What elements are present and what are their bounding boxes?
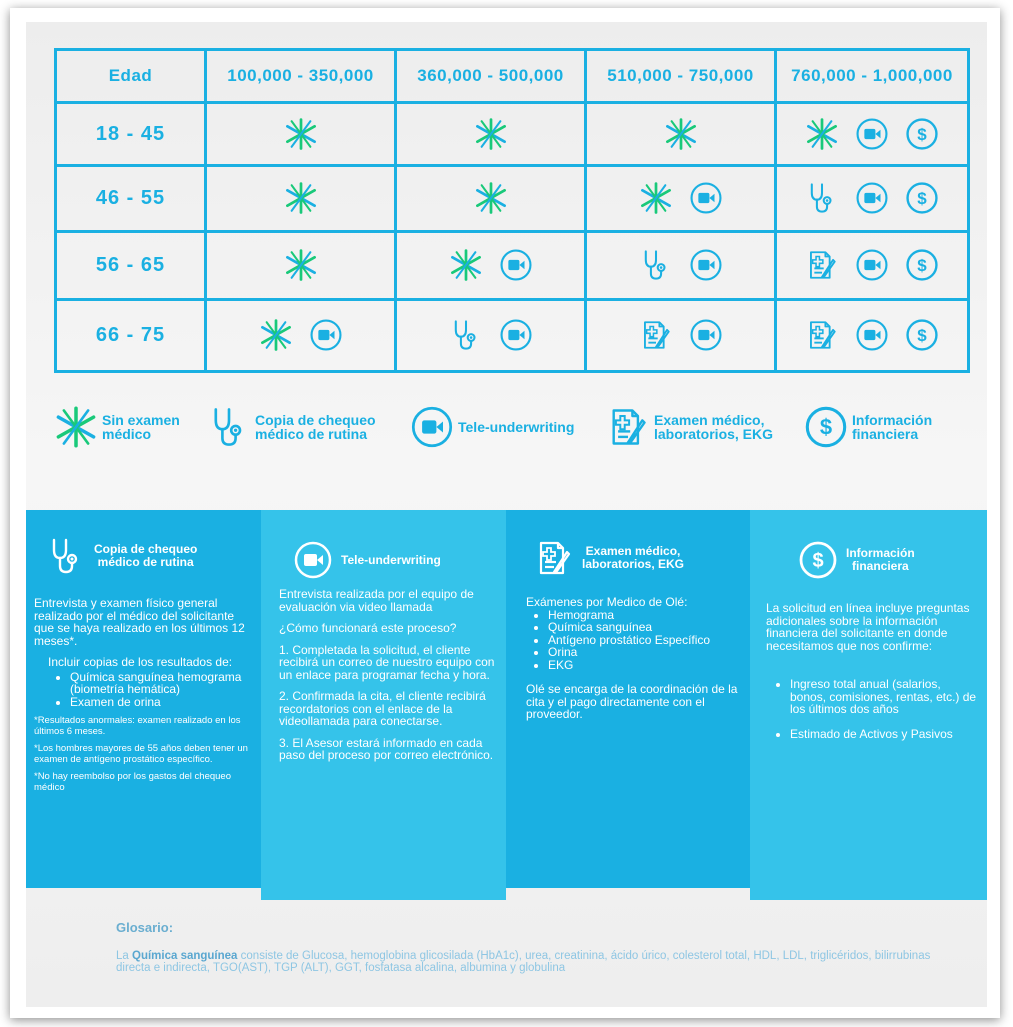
table-header-row	[56, 50, 969, 103]
star-icon	[639, 181, 673, 215]
svg-text:$: $	[812, 550, 824, 572]
list-item: • EKG	[548, 659, 741, 672]
stethoscope-icon	[639, 248, 673, 282]
icon-cell	[586, 232, 776, 299]
header-range-2: 360,000 - 500,000	[396, 50, 586, 103]
header-range-3: 510,000 - 750,000	[586, 50, 776, 103]
panel-body	[279, 588, 497, 771]
medical-doc-icon	[805, 248, 839, 282]
panel-title: Copia de chequeo médico de rutina	[94, 542, 198, 569]
panel-header	[46, 536, 197, 576]
panel-text: Exámenes por Medico de Olé:	[526, 595, 688, 609]
glossary-term: Química sanguínea	[132, 950, 238, 962]
header-range-1: 100,000 - 350,000	[206, 50, 396, 103]
panel-note: *Resultados anormales: examen realizado en los últimos 6 meses.	[34, 715, 241, 737]
panel-text: 2. Confirmada la cita, el cliente recibirá recordatorios con el enlace de la videollamada para conectarse.	[279, 689, 486, 728]
panel-text: Entrevista y examen físico general realizado por el médico del solicitante que se haya realizado en los últimos 12 meses*.	[34, 596, 245, 648]
table-row	[56, 103, 969, 165]
panel-text: 1. Completada la solicitud, el cliente recibirá un correo de nuestro equipo con un enlace para programar fecha y hora.	[279, 642, 495, 682]
dollar-icon	[905, 181, 939, 215]
list-item: • Examen de orina	[70, 696, 256, 709]
list-item: • Hemograma	[548, 609, 741, 622]
header-range-4: 760,000 - 1,000,000	[776, 50, 969, 103]
icon-cell	[776, 165, 969, 231]
panel-text: Incluir copias de los resultados de:	[48, 655, 233, 669]
video-icon	[689, 248, 723, 282]
legend-label: Información financiera	[852, 412, 933, 442]
panel-checkup	[26, 510, 261, 888]
dollar-icon	[804, 405, 848, 449]
icon-cell	[776, 232, 969, 299]
dollar-icon	[905, 248, 939, 282]
medical-doc-icon	[534, 538, 574, 578]
icon-cell	[206, 165, 396, 231]
panel-body	[766, 602, 978, 748]
age-cell: 56 - 65	[56, 232, 206, 299]
star-icon	[805, 117, 839, 151]
star-icon	[474, 117, 508, 151]
star-icon	[259, 318, 293, 352]
icon-cell	[396, 232, 586, 299]
stethoscope-icon	[805, 181, 839, 215]
age-cell: 18 - 45	[56, 103, 206, 165]
legend-label: Copia de chequeo médico de rutina	[255, 412, 376, 442]
icon-cell	[776, 299, 969, 371]
icon-cell	[206, 103, 396, 165]
panel-financial	[750, 510, 987, 900]
video-icon	[499, 248, 533, 282]
dollar-icon	[798, 540, 838, 580]
icon-cell	[586, 165, 776, 231]
star-icon	[54, 405, 98, 449]
glossary-prefix: La	[116, 950, 129, 962]
stethoscope-icon	[207, 405, 251, 449]
age-cell: 46 - 55	[56, 165, 206, 231]
legend	[54, 405, 959, 461]
video-icon	[499, 318, 533, 352]
glossary-definition: consiste de Glucosa, hemoglobina glicosilada (HbA1c), urea, creatinina, ácido úrico, colesterol total, HDL, LDL, triglicéridos, bilirrubinas directa e indirecta, TGO(AST), TGP (ALT), GGT, fosfatasa alcalina, albumina y globulina	[116, 950, 931, 974]
star-icon	[284, 117, 318, 151]
panel-body	[34, 597, 256, 800]
icon-cell	[586, 103, 776, 165]
panel-text: La solicitud en línea incluye preguntas adicionales sobre la información financiera del solicitante en donde necesitamos que nos confirme:	[766, 601, 970, 653]
requirements-table	[54, 48, 970, 373]
panel-text: Entrevista realizada por el equipo de evaluación via video llamada	[279, 587, 474, 614]
svg-text:$: $	[917, 124, 927, 144]
list-item: • Química sanguínea	[548, 621, 741, 634]
svg-text:$: $	[917, 326, 927, 346]
video-icon	[293, 540, 333, 580]
video-icon	[855, 181, 889, 215]
panel-text: ¿Cómo funcionará este proceso?	[279, 621, 457, 635]
legend-item-no-exam	[54, 405, 180, 449]
panel-text: Olé se encarga de la coordinación de la cita y el pago directamente con el proveedor.	[526, 682, 738, 721]
panel-title: Información financiera	[846, 546, 915, 573]
legend-label: Tele-underwriting	[458, 419, 575, 435]
legend-item-tele	[410, 405, 574, 449]
icon-cell	[396, 103, 586, 165]
table-row	[56, 299, 969, 371]
icon-cell	[206, 232, 396, 299]
panel-body	[526, 596, 741, 730]
video-icon	[410, 405, 454, 449]
panel-text: 3. El Asesor estará informado en cada paso del proceso por correo electrónico.	[279, 735, 494, 762]
dollar-icon	[905, 117, 939, 151]
svg-text:$: $	[819, 414, 833, 440]
icon-cell	[206, 299, 396, 371]
panel-header	[534, 538, 684, 578]
star-icon	[474, 181, 508, 215]
icon-cell	[396, 165, 586, 231]
icon-cell	[776, 103, 969, 165]
medical-doc-icon	[639, 318, 673, 352]
svg-text:$: $	[917, 189, 927, 209]
list-item: • Antígeno prostático Específico	[548, 634, 741, 647]
svg-text:$: $	[917, 256, 927, 276]
video-icon	[855, 117, 889, 151]
video-icon	[689, 318, 723, 352]
stethoscope-icon	[449, 318, 483, 352]
panel-title: Examen médico, laboratorios, EKG	[582, 544, 685, 571]
star-icon	[664, 117, 698, 151]
panel-header	[798, 540, 915, 580]
legend-label: Examen médico, laboratorios, EKG	[654, 412, 774, 442]
list-item: • Orina	[548, 646, 741, 659]
table-row	[56, 232, 969, 299]
video-icon	[855, 248, 889, 282]
medical-doc-icon	[606, 405, 650, 449]
header-age: Edad	[56, 50, 206, 103]
stethoscope-icon	[46, 536, 86, 576]
star-icon	[284, 181, 318, 215]
video-icon	[309, 318, 343, 352]
panel-note: *Los hombres mayores de 55 años deben tener un examen de antígeno prostático específico.	[34, 743, 248, 765]
video-icon	[855, 318, 889, 352]
list-item: • Estimado de Activos y Pasivos	[790, 728, 978, 741]
legend-label: Sin examen médico	[102, 412, 180, 442]
panel-note: *No hay reembolso por los gastos del chequeo médico	[34, 771, 231, 793]
icon-cell	[586, 299, 776, 371]
icon-cell	[396, 299, 586, 371]
panel-tele-underwriting	[261, 510, 506, 900]
medical-doc-icon	[805, 318, 839, 352]
legend-item-checkup	[207, 405, 376, 449]
legend-item-financial	[804, 405, 932, 449]
panel-medical-exam	[506, 510, 750, 888]
panel-title: Tele-underwriting	[341, 552, 441, 567]
glossary-title: Glosario:	[116, 920, 174, 935]
list-item: • Química sanguínea hemograma (biometría hemática)	[70, 671, 256, 696]
dollar-icon	[905, 318, 939, 352]
table-row	[56, 165, 969, 231]
age-cell: 66 - 75	[56, 299, 206, 371]
list-item: • Ingreso total anual (salarios, bonos, comisiones, rentas, etc.) de los últimos dos años	[790, 678, 978, 716]
star-icon	[449, 248, 483, 282]
video-icon	[689, 181, 723, 215]
panel-header	[293, 540, 441, 580]
legend-item-medical	[606, 405, 773, 449]
glossary-text	[116, 950, 936, 974]
star-icon	[284, 248, 318, 282]
